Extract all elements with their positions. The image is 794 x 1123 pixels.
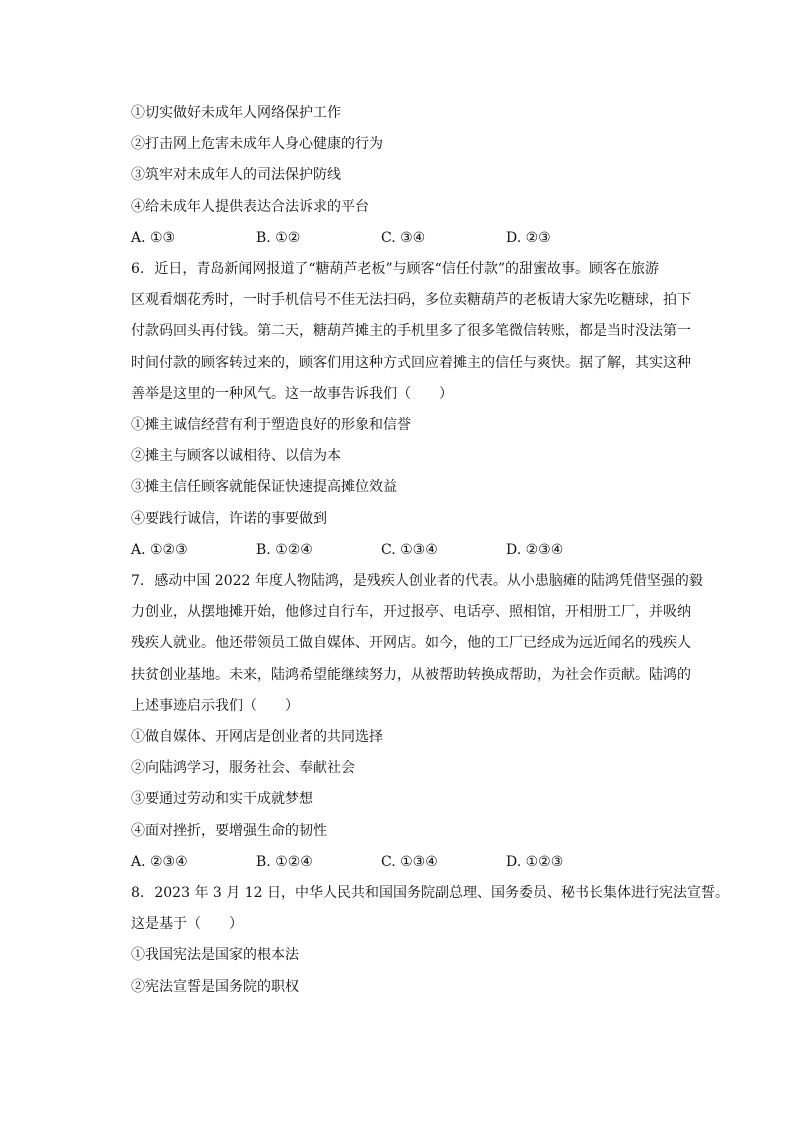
q8-stem-line-1: 8. 2023 年 3 月 12 日，中华人民共和国国务院副总理、国务委员、秘书长集体进行宪法宣誓。 [131, 885, 729, 902]
q6-stem-line-3: 付款码回头再付钱。第二天，糖葫芦摊主的手机里多了很多笔微信转账，都是当时没法第一 [131, 323, 691, 340]
q5-option-a: A. ①③ [131, 229, 176, 246]
q5-option-d: D. ②③ [506, 229, 551, 246]
q6-options [131, 535, 691, 566]
q5-item-1: ①切实做好未成年人网络保护工作 [131, 105, 341, 121]
q5-options [131, 223, 691, 254]
q6-option-c: C. ①③④ [381, 541, 438, 558]
q7-stem-line-3: 残疾人就业。他还带领员工做自媒体、开网店。如今，他的工厂已经成为远近闻名的残疾人 [131, 635, 691, 652]
q6-option-b: B. ①②④ [256, 541, 313, 558]
q7-item-1: ①做自媒体、开网店是创业者的共同选择 [131, 729, 383, 746]
q5-item-4: ④给未成年人提供表达合法诉求的平台 [131, 198, 369, 215]
q7-stem-line-5: 上述事迹启示我们（ ） [131, 697, 299, 714]
q8-stem-line-2: 这是基于（ ） [131, 916, 243, 933]
q7-stem-line-2: 力创业，从摆地摊开始，他修过自行车，开过报亭、电话亭、照相馆，开相册工厂，并吸纳 [131, 604, 691, 621]
exam-page [131, 98, 729, 1003]
q6-item-1: ①摊主诚信经营有利于塑造良好的形象和信誉 [131, 417, 411, 434]
q8-number: 8. [131, 885, 145, 902]
q6-stem-line-4: 时间付款的顾客转过来的，顾客们用这种方式回应着摊主的信任与爽快。据了解，其实这种 [131, 354, 691, 371]
q8-item-2: ②宪法宣誓是国务院的职权 [131, 978, 299, 995]
q7-option-c: C. ①③④ [381, 853, 438, 870]
q7-item-4: ④面对挫折，要增强生命的韧性 [131, 822, 327, 839]
q7-number: 7. [131, 573, 145, 590]
q6-stem-line-5: 善举是这里的一种风气。这一故事告诉我们（ ） [131, 385, 453, 402]
q6-option-d: D. ②③④ [506, 541, 564, 558]
q7-item-2: ②向陆鸿学习，服务社会、奉献社会 [131, 760, 355, 777]
q8-item-1: ①我国宪法是国家的根本法 [131, 947, 299, 964]
q7-option-b: B. ①②④ [256, 853, 313, 870]
q7-option-d: D. ①②③ [506, 853, 564, 870]
q6-number: 6. [131, 261, 145, 278]
q5-option-b: B. ①② [256, 229, 301, 246]
q7-item-3: ③要通过劳动和实干成就梦想 [131, 791, 313, 808]
q5-item-3: ③筑牢对未成年人的司法保护防线 [131, 167, 341, 184]
q6-item-3: ③摊主信任顾客就能保证快速提高摊位效益 [131, 479, 397, 496]
q7-stem-line-1: 7. 感动中国 2022 年度人物陆鸿，是残疾人创业者的代表。从小患脑瘫的陆鸿凭借坚强的毅 [131, 573, 703, 590]
q7-option-a: A. ②③④ [131, 853, 188, 870]
q6-stem-line-1: 6. 近日，青岛新闻网报道了“糖葫芦老板”与顾客“信任付款”的甜蜜故事。顾客在旅游 [131, 261, 659, 278]
q7-options [131, 847, 691, 878]
q5-option-c: C. ③④ [381, 229, 426, 246]
q6-option-a: A. ①②③ [131, 541, 188, 558]
q6-item-2: ②摊主与顾客以诚相待、以信为本 [131, 448, 341, 465]
q6-stem-line-2: 区观看烟花秀时，一时手机信号不佳无法扫码，多位卖糖葫芦的老板请大家先吃糖球，拍下 [131, 292, 691, 309]
q6-item-4: ④要践行诚信，许诺的事要做到 [131, 510, 327, 527]
q5-item-2: ②打击网上危害未成年人身心健康的行为 [131, 136, 383, 153]
q7-stem-line-4: 扶贫创业基地。未来，陆鸿希望能继续努力，从被帮助转换成帮助，为社会作贡献。陆鸿的 [131, 666, 691, 683]
